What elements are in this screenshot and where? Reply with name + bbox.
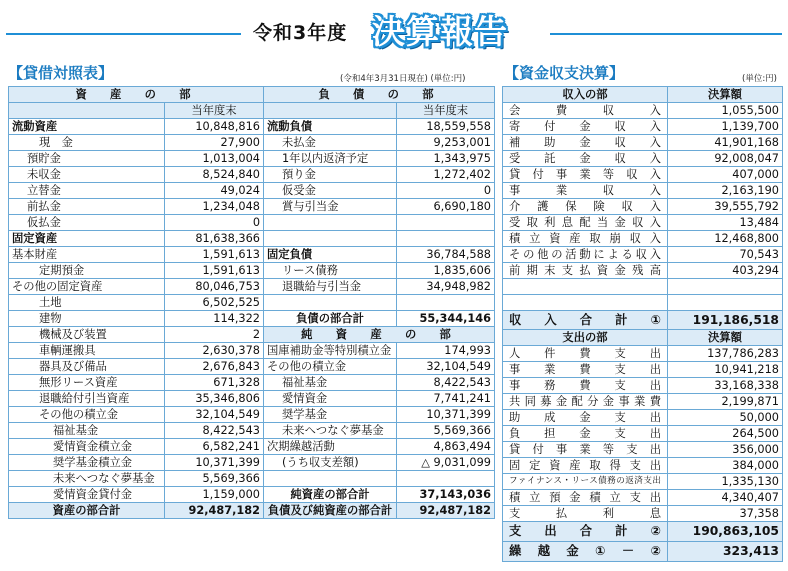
income-blank-value [668, 295, 783, 311]
expense-item-label: 人件費支出 [503, 346, 668, 362]
balance-row [9, 359, 495, 375]
net-assets-section-heading: 純 資 産 の 部 [264, 327, 495, 343]
expense-row [503, 458, 783, 474]
income-item-value: 41,901,168 [668, 135, 783, 151]
net-asset-item-value: 7,741,241 [397, 391, 495, 407]
income-amount-heading: 決算額 [668, 87, 783, 103]
expense-row [503, 362, 783, 378]
net-asset-item-value [397, 471, 495, 487]
asset-item-label: 前払金 [9, 199, 165, 215]
asset-item-value: 2,630,378 [165, 343, 264, 359]
income-row [503, 167, 783, 183]
income-row [503, 247, 783, 263]
expense-row [503, 442, 783, 458]
income-item-label: 会費収入 [503, 103, 668, 119]
balance-row [9, 327, 495, 343]
balance-row [9, 247, 495, 263]
asset-item-label: 立替金 [9, 183, 165, 199]
asset-item-value: 81,638,366 [165, 231, 264, 247]
asset-item-label: 愛情資金貸付金 [9, 487, 165, 503]
liability-item-value [397, 295, 495, 311]
expense-item-value: 4,340,407 [668, 490, 783, 506]
liabilities-total-label: 負債の部合計 [264, 311, 397, 327]
asset-item-label: その他の積立金 [9, 407, 165, 423]
asset-item-label: 未収金 [9, 167, 165, 183]
income-row [503, 183, 783, 199]
balance-row [9, 183, 495, 199]
income-item-label: 補助金収入 [503, 135, 668, 151]
net-asset-item-value: △ 9,031,099 [397, 455, 495, 471]
balance-row [9, 391, 495, 407]
net-assets-total-label: 純資産の部合計 [264, 487, 397, 503]
net-asset-item-label: 未来へつなぐ夢基金 [264, 423, 397, 439]
expense-table [502, 329, 783, 562]
income-row [503, 215, 783, 231]
liabilities-total-value: 55,344,146 [397, 311, 495, 327]
liability-item-value: 1,272,402 [397, 167, 495, 183]
liability-item-value: 34,948,982 [397, 279, 495, 295]
asset-item-value: 1,234,048 [165, 199, 264, 215]
expense-item-label: 積立預金積立支出 [503, 490, 668, 506]
expense-row [503, 378, 783, 394]
assets-col-heading: 当年度末 [165, 103, 264, 119]
asset-item-label: 現 金 [9, 135, 165, 151]
income-total-label: 収入合計① [503, 311, 668, 331]
expense-row [503, 410, 783, 426]
income-item-value: 92,008,047 [668, 151, 783, 167]
balance-col-row [9, 103, 495, 119]
liability-item-value: 1,343,975 [397, 151, 495, 167]
expense-heading: 支出の部 [503, 330, 668, 346]
report-year: 令和3年度 [253, 22, 348, 44]
expense-amount-heading: 決算額 [668, 330, 783, 346]
asset-item-value: 1,013,004 [165, 151, 264, 167]
net-asset-item-label: 国庫補助金等特別積立金 [264, 343, 397, 359]
net-asset-item-label: その他の積立金 [264, 359, 397, 375]
income-item-label: 介護保険収入 [503, 199, 668, 215]
liability-item-value [397, 215, 495, 231]
asset-item-label: 預貯金 [9, 151, 165, 167]
income-item-value: 70,543 [668, 247, 783, 263]
asset-item-value: 49,024 [165, 183, 264, 199]
income-row [503, 119, 783, 135]
liability-item-value: 36,784,588 [397, 247, 495, 263]
balance-row [9, 471, 495, 487]
expense-item-value: 137,786,283 [668, 346, 783, 362]
grand-total-value: 92,487,182 [397, 503, 495, 519]
expense-item-label: 共同募金配分金事業費 [503, 394, 668, 410]
liab-col-heading: 当年度末 [397, 103, 495, 119]
asset-item-value: 80,046,753 [165, 279, 264, 295]
liability-item-value: 0 [397, 183, 495, 199]
liability-item-label: 賞与引当金 [264, 199, 397, 215]
asset-item-value: 671,328 [165, 375, 264, 391]
balance-row [9, 279, 495, 295]
liability-item-label: 1年以内返済予定 [264, 151, 397, 167]
net-asset-item-label: 愛情資金 [264, 391, 397, 407]
asset-item-label: 器具及び備品 [9, 359, 165, 375]
balance-row [9, 343, 495, 359]
expense-item-value: 2,199,871 [668, 394, 783, 410]
expense-item-value: 50,000 [668, 410, 783, 426]
income-blank-row [503, 295, 783, 311]
assets-total-value: 92,487,182 [165, 503, 264, 519]
income-item-label: 貸付事業等収入 [503, 167, 668, 183]
asset-item-label: 流動資産 [9, 119, 165, 135]
expense-head-row [503, 330, 783, 346]
net-asset-item-value: 174,993 [397, 343, 495, 359]
asset-item-label: 退職給付引当資産 [9, 391, 165, 407]
assets-col-blank [9, 103, 165, 119]
asset-item-label: 車輌運搬具 [9, 343, 165, 359]
balance-sheet-table [8, 86, 495, 519]
net-asset-item-value: 5,569,366 [397, 423, 495, 439]
income-item-label: 積立資産取崩収入 [503, 231, 668, 247]
income-row [503, 231, 783, 247]
header-rule-left [6, 33, 241, 35]
net-assets-total-value: 37,143,036 [397, 487, 495, 503]
liab-col-blank [264, 103, 397, 119]
net-asset-item-value: 4,863,494 [397, 439, 495, 455]
assets-section-heading: 資 産 の 部 [9, 87, 264, 103]
asset-item-label: 建物 [9, 311, 165, 327]
expense-item-label: 支払利息 [503, 506, 668, 522]
liability-item-label: 未払金 [264, 135, 397, 151]
income-blank [503, 295, 668, 311]
expense-row [503, 490, 783, 506]
liability-item-value: 1,835,606 [397, 263, 495, 279]
income-total-value: 191,186,518 [668, 311, 783, 331]
liability-item-label: 流動負債 [264, 119, 397, 135]
asset-item-value: 10,371,399 [165, 455, 264, 471]
net-asset-item-label: 奨学基金 [264, 407, 397, 423]
asset-item-label: 定期預金 [9, 263, 165, 279]
balance-row [9, 423, 495, 439]
expense-item-label: 負担金支出 [503, 426, 668, 442]
asset-item-label: 固定資産 [9, 231, 165, 247]
expense-total-value: 190,863,105 [668, 522, 783, 542]
balance-sheet-title: 【貸借対照表】 [8, 64, 114, 82]
balance-row [9, 455, 495, 471]
expense-item-value: 10,941,218 [668, 362, 783, 378]
balance-row [9, 487, 495, 503]
income-row [503, 151, 783, 167]
income-item-value: 12,468,800 [668, 231, 783, 247]
income-item-label: その他の活動による収入 [503, 247, 668, 263]
income-row [503, 135, 783, 151]
income-total-row [503, 311, 783, 331]
income-item-value: 13,484 [668, 215, 783, 231]
balance-row [9, 407, 495, 423]
asset-item-label: 土地 [9, 295, 165, 311]
liability-item-label: リース債務 [264, 263, 397, 279]
liability-item-label [264, 231, 397, 247]
liability-item-value [397, 231, 495, 247]
balance-row [9, 439, 495, 455]
asset-item-value: 6,582,241 [165, 439, 264, 455]
income-item-value: 2,163,190 [668, 183, 783, 199]
asset-item-label: 機械及び装置 [9, 327, 165, 343]
header-rule-right [550, 33, 782, 35]
asset-item-value: 35,346,806 [165, 391, 264, 407]
net-asset-item-label: (うち収支差額) [264, 455, 397, 471]
asset-item-label: 無形リース資産 [9, 375, 165, 391]
expense-item-label: 助成金支出 [503, 410, 668, 426]
income-row [503, 103, 783, 119]
income-item-label: 前期末支払資金残高 [503, 263, 668, 279]
asset-item-value: 0 [165, 215, 264, 231]
income-item-value: 407,000 [668, 167, 783, 183]
expense-item-value: 356,000 [668, 442, 783, 458]
asset-item-value: 114,322 [165, 311, 264, 327]
balance-row [9, 199, 495, 215]
balance-row [9, 263, 495, 279]
liability-item-label [264, 295, 397, 311]
income-item-label: 寄付金収入 [503, 119, 668, 135]
balance-sheet-note: (令和4年3月31日現在) (単位:円) [340, 74, 466, 84]
balance-row [9, 375, 495, 391]
income-item-value: 403,294 [668, 263, 783, 279]
asset-item-label: 未来へつなぐ夢基金 [9, 471, 165, 487]
carry-forward-label: 繰越金①－② [503, 542, 668, 562]
asset-item-value: 6,502,525 [165, 295, 264, 311]
balance-row [9, 231, 495, 247]
asset-item-label: 奨学基金積立金 [9, 455, 165, 471]
income-head-row [503, 87, 783, 103]
income-item-value: 1,139,700 [668, 119, 783, 135]
asset-item-value: 32,104,549 [165, 407, 264, 423]
expense-total-label: 支出合計② [503, 522, 668, 542]
expense-item-value: 1,335,130 [668, 474, 783, 490]
asset-item-label: 仮払金 [9, 215, 165, 231]
balance-row [9, 135, 495, 151]
expense-total-row [503, 522, 783, 542]
income-item-label: 受取利息配当金収入 [503, 215, 668, 231]
expense-row [503, 426, 783, 442]
balance-row [9, 167, 495, 183]
expense-item-value: 37,358 [668, 506, 783, 522]
net-asset-item-value: 8,422,543 [397, 375, 495, 391]
liability-item-label [264, 215, 397, 231]
expense-row [503, 346, 783, 362]
net-asset-item-label [264, 471, 397, 487]
income-blank-value [668, 279, 783, 295]
asset-item-value: 10,848,816 [165, 119, 264, 135]
liability-item-label: 預り金 [264, 167, 397, 183]
balance-row [9, 215, 495, 231]
net-asset-item-value: 10,371,399 [397, 407, 495, 423]
liability-item-value: 9,253,001 [397, 135, 495, 151]
balance-row [9, 151, 495, 167]
asset-item-value: 8,422,543 [165, 423, 264, 439]
asset-item-label: その他の固定資産 [9, 279, 165, 295]
asset-item-value: 27,900 [165, 135, 264, 151]
net-asset-item-value: 32,104,549 [397, 359, 495, 375]
liability-item-value: 6,690,180 [397, 199, 495, 215]
cash-flow-title: 【資金収支決算】 [504, 64, 625, 82]
cash-flow-unit: (単位:円) [742, 74, 777, 84]
asset-item-label: 基本財産 [9, 247, 165, 263]
income-item-value: 39,555,792 [668, 199, 783, 215]
income-item-value: 1,055,500 [668, 103, 783, 119]
asset-item-value: 1,159,000 [165, 487, 264, 503]
expense-item-value: 264,500 [668, 426, 783, 442]
balance-row [9, 295, 495, 311]
expense-item-label: 貸付事業等支出 [503, 442, 668, 458]
liabilities-section-heading: 負 債 の 部 [264, 87, 495, 103]
expense-item-label: ファイナンス・リース債務の返済支出 [503, 474, 668, 490]
asset-item-label: 福祉基金 [9, 423, 165, 439]
asset-item-value: 2,676,843 [165, 359, 264, 375]
asset-item-value: 5,569,366 [165, 471, 264, 487]
expense-item-value: 384,000 [668, 458, 783, 474]
income-heading: 収入の部 [503, 87, 668, 103]
expense-item-label: 事務費支出 [503, 378, 668, 394]
income-row [503, 263, 783, 279]
income-table [502, 86, 783, 331]
balance-row [9, 119, 495, 135]
balance-row [9, 311, 495, 327]
expense-row [503, 394, 783, 410]
income-blank [503, 279, 668, 295]
balance-total-row [9, 503, 495, 519]
expense-row [503, 474, 783, 490]
liability-item-label: 退職給与引当金 [264, 279, 397, 295]
asset-item-value: 2 [165, 327, 264, 343]
liability-item-label: 仮受金 [264, 183, 397, 199]
liability-item-value: 18,559,558 [397, 119, 495, 135]
liability-item-label: 固定負債 [264, 247, 397, 263]
asset-item-value: 1,591,613 [165, 247, 264, 263]
income-item-label: 受託金収入 [503, 151, 668, 167]
grand-total-label: 負債及び純資産の部合計 [264, 503, 397, 519]
carry-forward-row [503, 542, 783, 562]
asset-item-value: 8,524,840 [165, 167, 264, 183]
expense-item-value: 33,168,338 [668, 378, 783, 394]
expense-item-label: 固定資産取得支出 [503, 458, 668, 474]
balance-head-row [9, 87, 495, 103]
report-title: 決算報告 [372, 12, 508, 51]
expense-row [503, 506, 783, 522]
asset-item-value: 1,591,613 [165, 263, 264, 279]
income-row [503, 199, 783, 215]
net-asset-item-label: 次期繰越活動 [264, 439, 397, 455]
income-blank-row [503, 279, 783, 295]
income-item-label: 事業収入 [503, 183, 668, 199]
asset-item-label: 愛情資金積立金 [9, 439, 165, 455]
expense-item-label: 事業費支出 [503, 362, 668, 378]
carry-forward-value: 323,413 [668, 542, 783, 562]
assets-total-label: 資産の部合計 [9, 503, 165, 519]
net-asset-item-label: 福祉基金 [264, 375, 397, 391]
